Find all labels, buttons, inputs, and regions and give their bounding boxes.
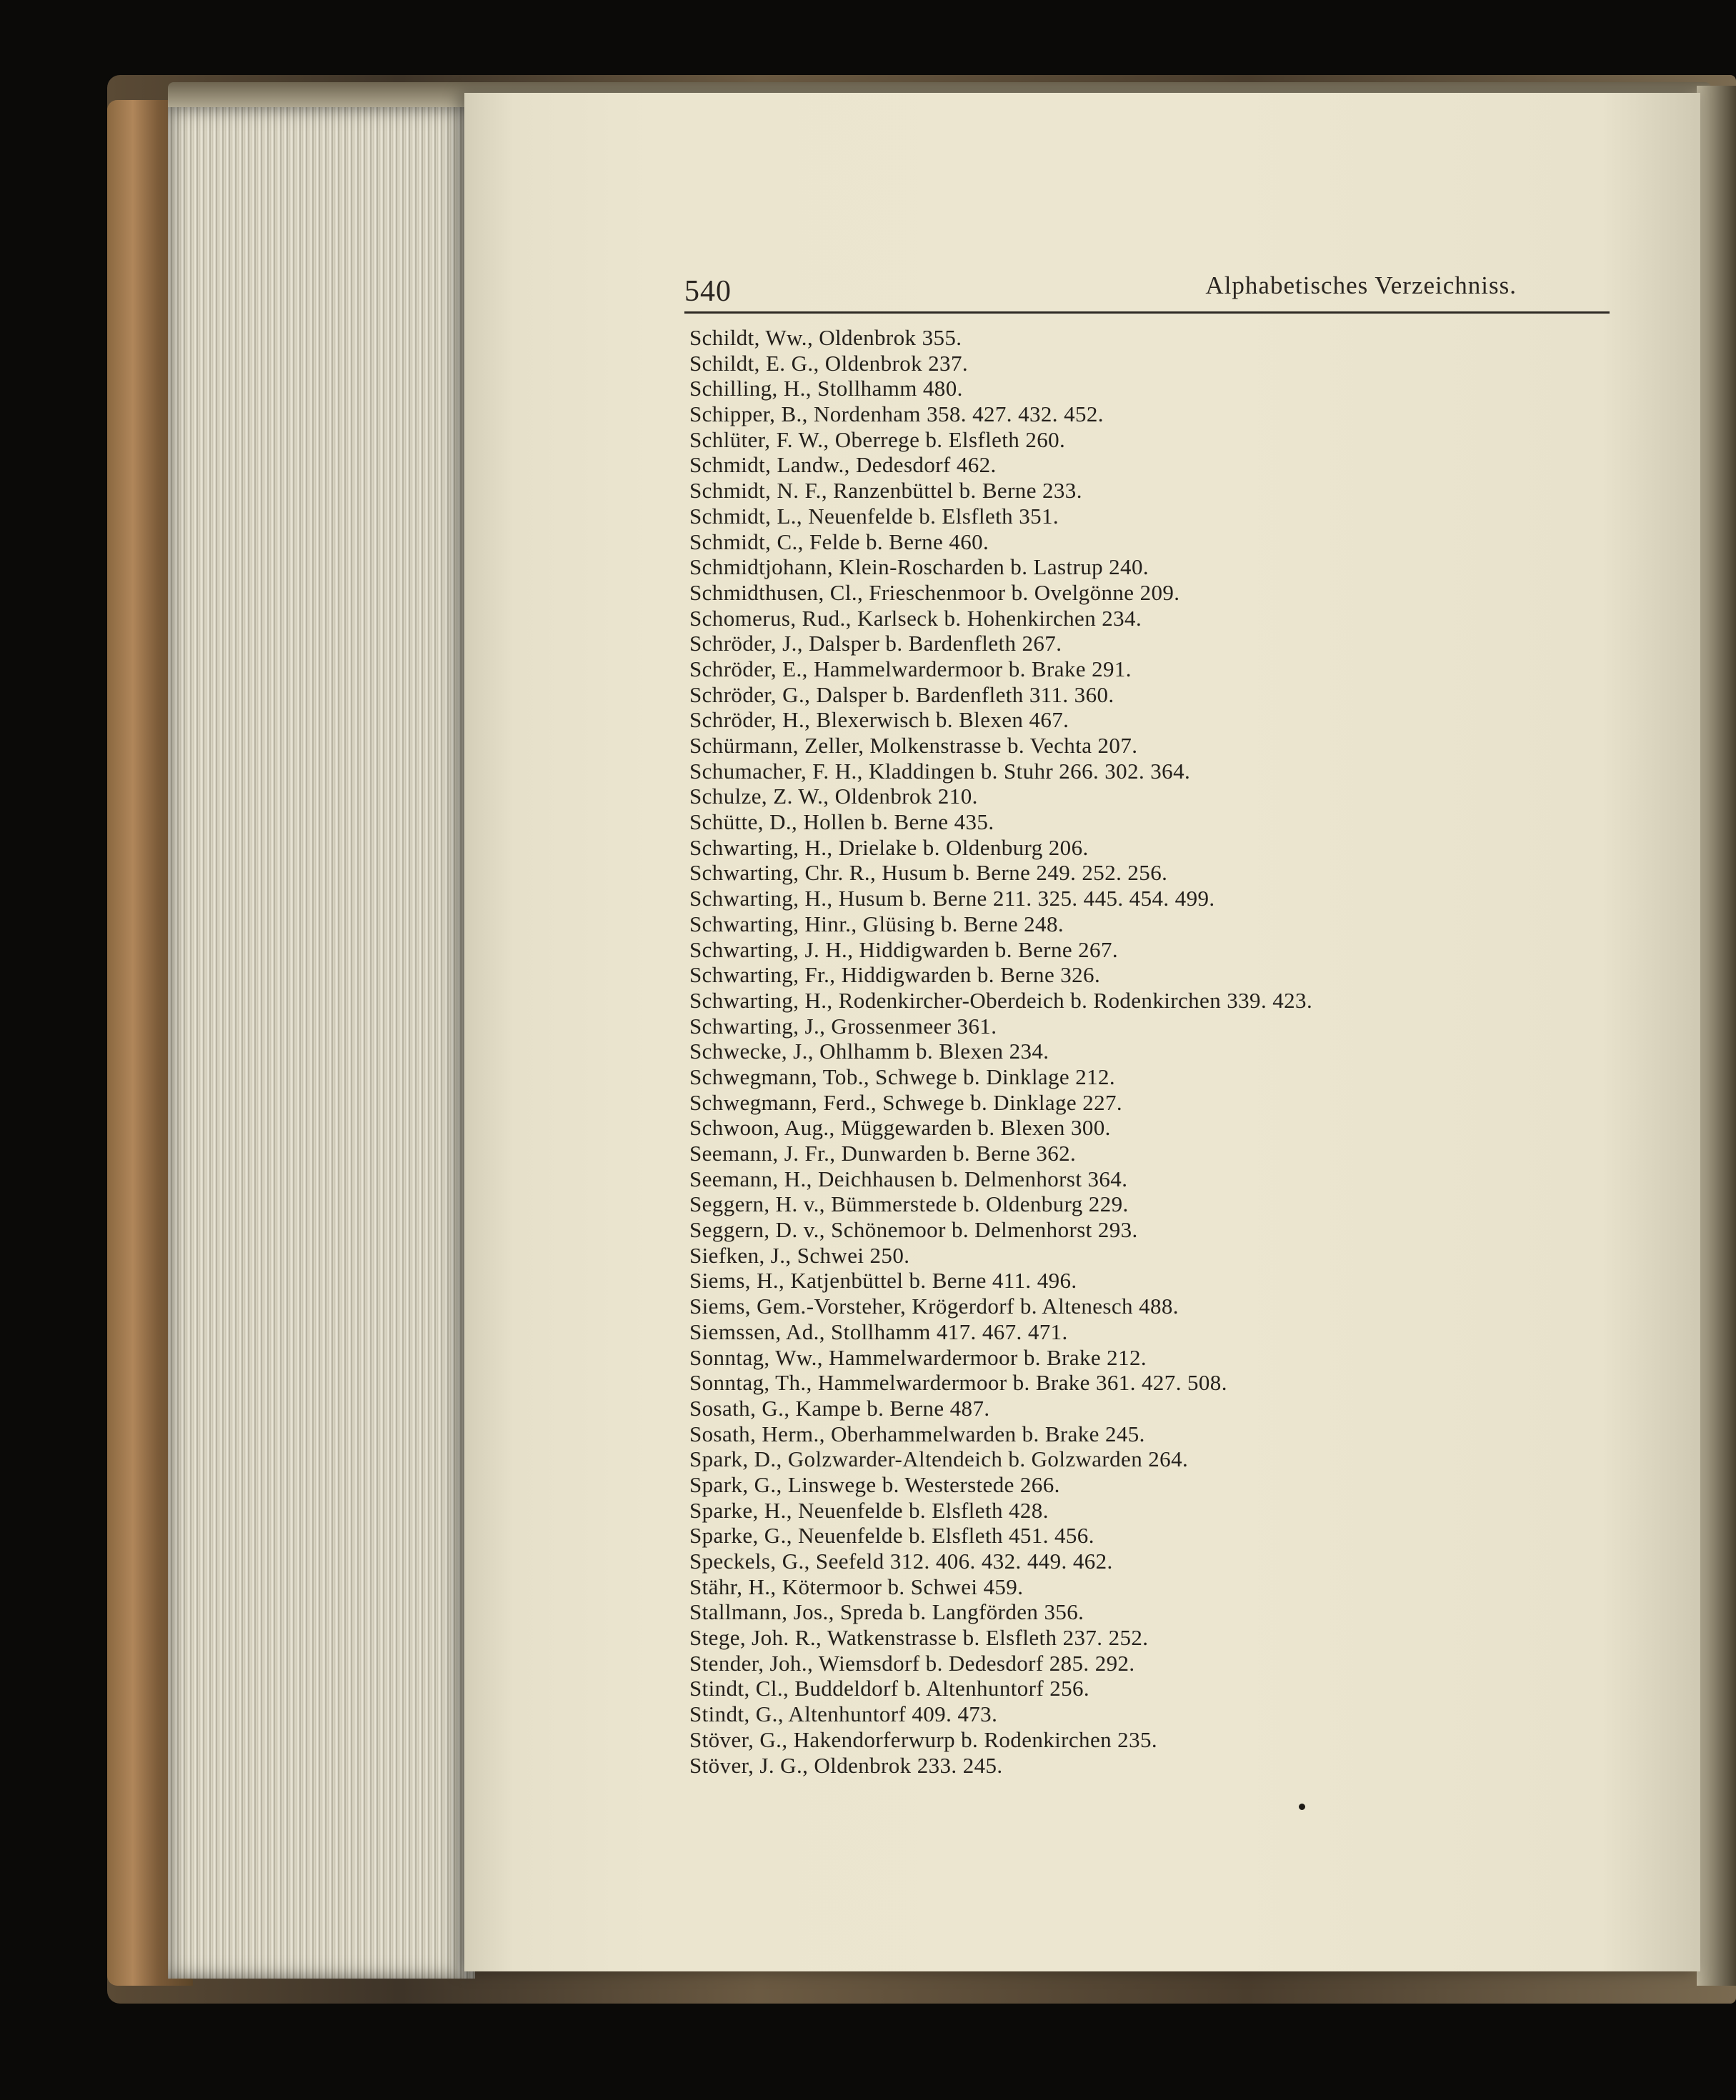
index-entry: Schumacher, F. H., Kladdingen b. Stuhr 266. 302. 364. bbox=[689, 758, 1191, 784]
index-entry: Seemann, H., Deichhausen b. Delmenhorst 364. bbox=[689, 1166, 1128, 1191]
index-entry: Schwarting, Hinr., Glüsing b. Berne 248. bbox=[689, 911, 1064, 936]
index-entry: Schildt, E. G., Oldenbrok 237. bbox=[689, 350, 968, 376]
index-entry: Siems, H., Katjenbüttel b. Berne 411. 496. bbox=[689, 1268, 1077, 1294]
index-entry: Sparke, G., Neuenfelde b. Elsfleth 451. 456. bbox=[689, 1523, 1094, 1549]
index-entry: Schwarting, J., Grossenmeer 361. bbox=[689, 1013, 997, 1039]
index-entry: Siemssen, Ad., Stollhamm 417. 467. 471. bbox=[689, 1319, 1068, 1344]
index-entry: Schmidthusen, Cl., Frieschenmoor b. Ovelgönne 209. bbox=[689, 579, 1180, 605]
running-head: Alphabetisches Verzeichniss. bbox=[1205, 271, 1517, 299]
index-entry: Schmidtjohann, Klein-Roscharden b. Lastrup 240. bbox=[689, 554, 1149, 580]
index-entry: Schmidt, L., Neuenfelde b. Elsfleth 351. bbox=[689, 503, 1059, 529]
index-entry: Schwarting, H., Drielake b. Oldenburg 206. bbox=[689, 834, 1089, 860]
index-entry: Schulze, Z. W., Oldenbrok 210. bbox=[689, 784, 978, 809]
index-entry: Stege, Joh. R., Watkenstrasse b. Elsfleth 237. 252. bbox=[689, 1625, 1149, 1651]
index-entry: Schlüter, F. W., Oberrege b. Elsfleth 260. bbox=[689, 426, 1066, 452]
index-entry: Schipper, B., Nordenham 358. 427. 432. 452. bbox=[689, 401, 1104, 427]
index-entry: Stöver, J. G., Oldenbrok 233. 245. bbox=[689, 1752, 1003, 1778]
index-entry: Schwegmann, Tob., Schwege b. Dinklage 212. bbox=[689, 1064, 1116, 1089]
index-entry: Schmidt, Landw., Dedesdorf 462. bbox=[689, 452, 997, 478]
index-entry: Sonntag, Ww., Hammelwardermoor b. Brake 212. bbox=[689, 1344, 1147, 1370]
header-rule bbox=[684, 311, 1610, 314]
index-entry: Stöver, G., Hakendorferwurp b. Rodenkirchen 235. bbox=[689, 1726, 1158, 1752]
index-entry: Seggern, H. v., Bümmerstede b. Oldenburg 229. bbox=[689, 1191, 1129, 1217]
index-entry: Siems, Gem.-Vorsteher, Krögerdorf b. Altenesch 488. bbox=[689, 1294, 1179, 1319]
index-entry: Schwecke, J., Ohlhamm b. Blexen 234. bbox=[689, 1039, 1049, 1064]
index-entry: Schwarting, Chr. R., Husum b. Berne 249. 252. 256. bbox=[689, 860, 1168, 886]
index-entry: Schomerus, Rud., Karlseck b. Hohenkirchen 234. bbox=[689, 605, 1142, 631]
index-entry: Spark, G., Linswege b. Westerstede 266. bbox=[689, 1471, 1060, 1497]
index-entry: Schröder, J., Dalsper b. Bardenfleth 267. bbox=[689, 631, 1062, 656]
index-entry: Stender, Joh., Wiemsdorf b. Dedesdorf 285. 292. bbox=[689, 1650, 1135, 1676]
index-entries bbox=[689, 325, 1704, 1778]
index-entry: Schwarting, Fr., Hiddigwarden b. Berne 326. bbox=[689, 962, 1101, 988]
index-entry: Schwarting, H., Rodenkircher-Oberdeich b. Rodenkirchen 339. 423. bbox=[689, 987, 1313, 1013]
index-entry: Schwoon, Aug., Müggewarden b. Blexen 300. bbox=[689, 1115, 1111, 1141]
index-entry: Sosath, G., Kampe b. Berne 487. bbox=[689, 1395, 990, 1421]
index-entry: Schütte, D., Hollen b. Berne 435. bbox=[689, 809, 994, 835]
ink-speck bbox=[1299, 1804, 1305, 1810]
index-entry: Schröder, H., Blexerwisch b. Blexen 467. bbox=[689, 707, 1069, 733]
page-number: 540 bbox=[684, 275, 732, 308]
page-header bbox=[684, 266, 1610, 316]
page-stack-edges bbox=[168, 107, 475, 1979]
index-entry: Stindt, G., Altenhuntorf 409. 473. bbox=[689, 1701, 998, 1727]
index-entry: Sonntag, Th., Hammelwardermoor b. Brake 361. 427. 508. bbox=[689, 1370, 1227, 1396]
index-entry: Stähr, H., Kötermoor b. Schwei 459. bbox=[689, 1574, 1024, 1599]
index-entry: Schwarting, H., Husum b. Berne 211. 325. 445. 454. 499. bbox=[689, 886, 1215, 911]
index-entry: Schildt, Ww., Oldenbrok 355. bbox=[689, 325, 962, 350]
index-entry: Schmidt, C., Felde b. Berne 460. bbox=[689, 529, 989, 554]
index-entry: Spark, D., Golzwarder-Altendeich b. Golzwarden 264. bbox=[689, 1446, 1189, 1472]
index-entry: Seggern, D. v., Schönemoor b. Delmenhorst 293. bbox=[689, 1217, 1138, 1243]
index-entry: Schürmann, Zeller, Molkenstrasse b. Vechta 207. bbox=[689, 733, 1138, 758]
index-entry: Schröder, E., Hammelwardermoor b. Brake 291. bbox=[689, 656, 1132, 681]
index-entry: Schwegmann, Ferd., Schwege b. Dinklage 227. bbox=[689, 1089, 1123, 1115]
index-entry: Schmidt, N. F., Ranzenbüttel b. Berne 233. bbox=[689, 478, 1082, 504]
index-entry: Schröder, G., Dalsper b. Bardenfleth 311. 360. bbox=[689, 681, 1114, 707]
index-entry: Schilling, H., Stollhamm 480. bbox=[689, 376, 963, 401]
index-entry: Schwarting, J. H., Hiddigwarden b. Berne 267. bbox=[689, 936, 1119, 962]
index-entry: Sosath, Herm., Oberhammelwarden b. Brake 245. bbox=[689, 1421, 1145, 1446]
index-entry: Sparke, H., Neuenfelde b. Elsfleth 428. bbox=[689, 1497, 1049, 1523]
index-entry: Seemann, J. Fr., Dunwarden b. Berne 362. bbox=[689, 1141, 1077, 1166]
index-entry: Stindt, Cl., Buddeldorf b. Altenhuntorf 256. bbox=[689, 1676, 1090, 1701]
index-entry: Stallmann, Jos., Spreda b. Langförden 356. bbox=[689, 1599, 1084, 1625]
index-entry: Siefken, J., Schwei 250. bbox=[689, 1242, 910, 1268]
index-entry: Speckels, G., Seefeld 312. 406. 432. 449. 462. bbox=[689, 1549, 1113, 1574]
